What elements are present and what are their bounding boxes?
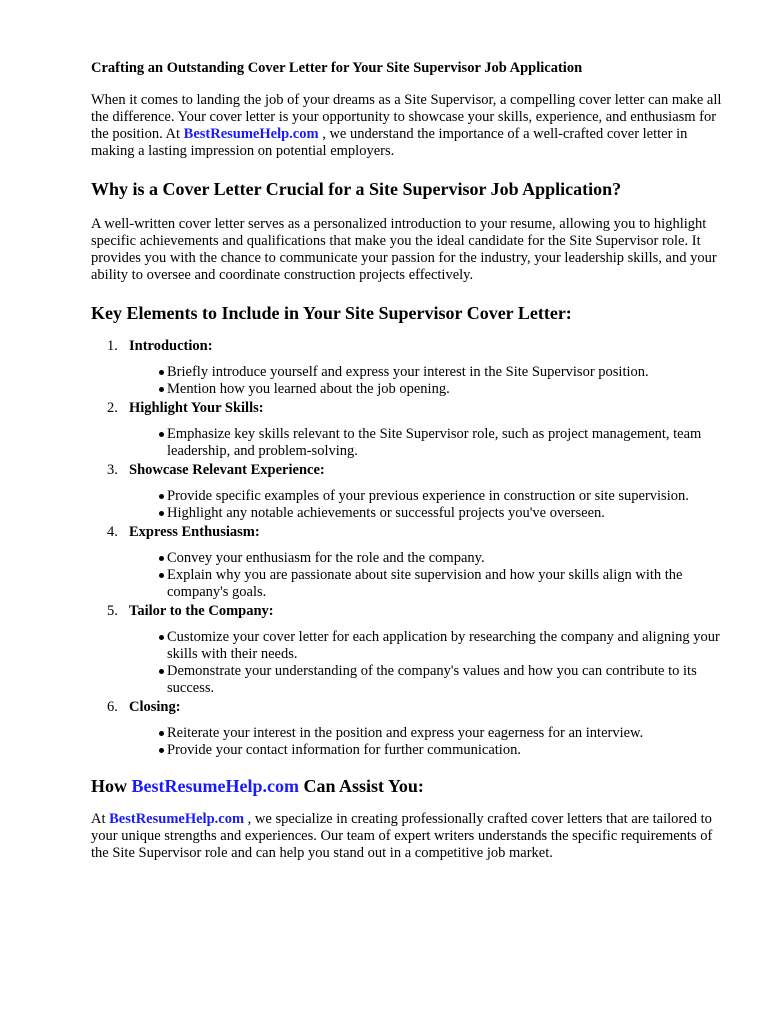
how-heading-before: How [91,776,132,796]
bullet-item [167,426,731,460]
list-item [91,522,731,601]
list-item [91,398,731,460]
bullet-item [167,550,731,567]
bullet-text: Reiterate your interest in the position and express your eagerness for an interview. [167,725,644,741]
intro-text-before: When it comes to landing the job of your dreams as a Site Supervisor, a compelling cover letter can make all the difference. Your cover letter is your opportunity to showcase your skills, experience, and enthusiasm for the position. At [91,92,722,142]
list-item-number: 3. [107,462,118,478]
list-item-title: Tailor to the Company: [129,603,274,619]
bullet-dot-icon [159,511,164,516]
bullet-dot-icon [159,387,164,392]
bullet-dot-icon [159,556,164,561]
bullet-list [129,488,731,522]
bullet-item [167,725,731,742]
bullet-list [129,550,731,601]
bullet-list [129,725,731,759]
how-heading-link-bestresumehelp[interactable]: BestResumeHelp.com [131,776,299,796]
bullet-dot-icon [159,432,164,437]
bullet-item [167,742,731,759]
bullet-dot-icon [159,748,164,753]
intro-text-after: , we understand the importance of a well-crafted cover letter in making a lasting impression on potential employers. [91,126,688,159]
bullet-item [167,381,731,398]
section-heading-why: Why is a Cover Letter Crucial for a Site Supervisor Job Application? [91,179,622,199]
list-item-number: 4. [107,524,118,540]
bullet-item [167,488,731,505]
list-item-number: 2. [107,400,118,416]
list-item-number: 6. [107,699,118,715]
list-item [91,460,731,522]
why-paragraph: A well-written cover letter serves as a personalized introduction to your resume, allowing you to highlight specific achievements and qualifications that make you the ideal candidate for the Site Supervisor role. It provides you with the chance to communicate your passion for the industry, your leadership skills, and your ability to oversee and coordinate construction projects effectively. [91,216,717,283]
bullet-item [167,663,731,697]
bullet-text: Customize your cover letter for each application by researching the company and aligning your skills with their needs. [167,629,720,662]
bullet-text: Briefly introduce yourself and express your interest in the Site Supervisor position. [167,364,649,380]
bullet-text: Convey your enthusiasm for the role and the company. [167,550,485,566]
bullet-item [167,567,731,601]
section-heading-key-elements: Key Elements to Include in Your Site Supervisor Cover Letter: [91,303,572,323]
intro-paragraph [91,92,731,160]
bullet-text: Highlight any notable achievements or successful projects you've overseen. [167,505,605,521]
document-page [91,58,731,862]
bullet-text: Provide your contact information for further communication. [167,742,521,758]
list-item-title: Introduction: [129,338,213,354]
list-item-number: 1. [107,338,118,354]
bullet-text: Mention how you learned about the job opening. [167,381,450,397]
list-item-number: 5. [107,603,118,619]
bullet-dot-icon [159,731,164,736]
bullet-text: Demonstrate your understanding of the company's values and how you can contribute to its success. [167,663,697,696]
list-item [91,697,731,759]
list-item [91,336,731,398]
list-item-title: Express Enthusiasm: [129,524,260,540]
section-heading-how [91,775,731,797]
bullet-dot-icon [159,669,164,674]
bullet-list [129,364,731,398]
bullet-text: Explain why you are passionate about site supervision and how your skills align with the company's goals. [167,567,683,600]
list-item [91,601,731,697]
bullet-dot-icon [159,573,164,578]
list-item-title: Highlight Your Skills: [129,400,264,416]
bullet-list [129,629,731,697]
list-item-title: Showcase Relevant Experience: [129,462,325,478]
bullet-text: Emphasize key skills relevant to the Site Supervisor role, such as project management, team leadership, and problem-solving. [167,426,702,459]
bullet-item [167,629,731,663]
how-paragraph [91,811,731,862]
how-text-after: , we specialize in creating professionally crafted cover letters that are tailored to your unique strengths and experiences. Our team of expert writers understands the specific requirements of the Site Supervisor role and can help you stand out in a competitive job market. [91,811,713,861]
how-heading-after: Can Assist You: [298,776,424,796]
bullet-dot-icon [159,370,164,375]
list-item-title: Closing: [129,699,181,715]
how-text-before: At [91,811,110,827]
key-elements-list [91,336,731,759]
bullet-item [167,505,731,522]
bullet-text: Provide specific examples of your previous experience in construction or site supervision. [167,488,689,504]
bullet-dot-icon [159,635,164,640]
document-title: Crafting an Outstanding Cover Letter for Your Site Supervisor Job Application [91,60,583,76]
intro-link-bestresumehelp[interactable]: BestResumeHelp.com [183,126,319,142]
bullet-dot-icon [159,494,164,499]
bullet-list [129,426,731,460]
how-body-link-bestresumehelp[interactable]: BestResumeHelp.com [109,811,245,827]
bullet-item [167,364,731,381]
